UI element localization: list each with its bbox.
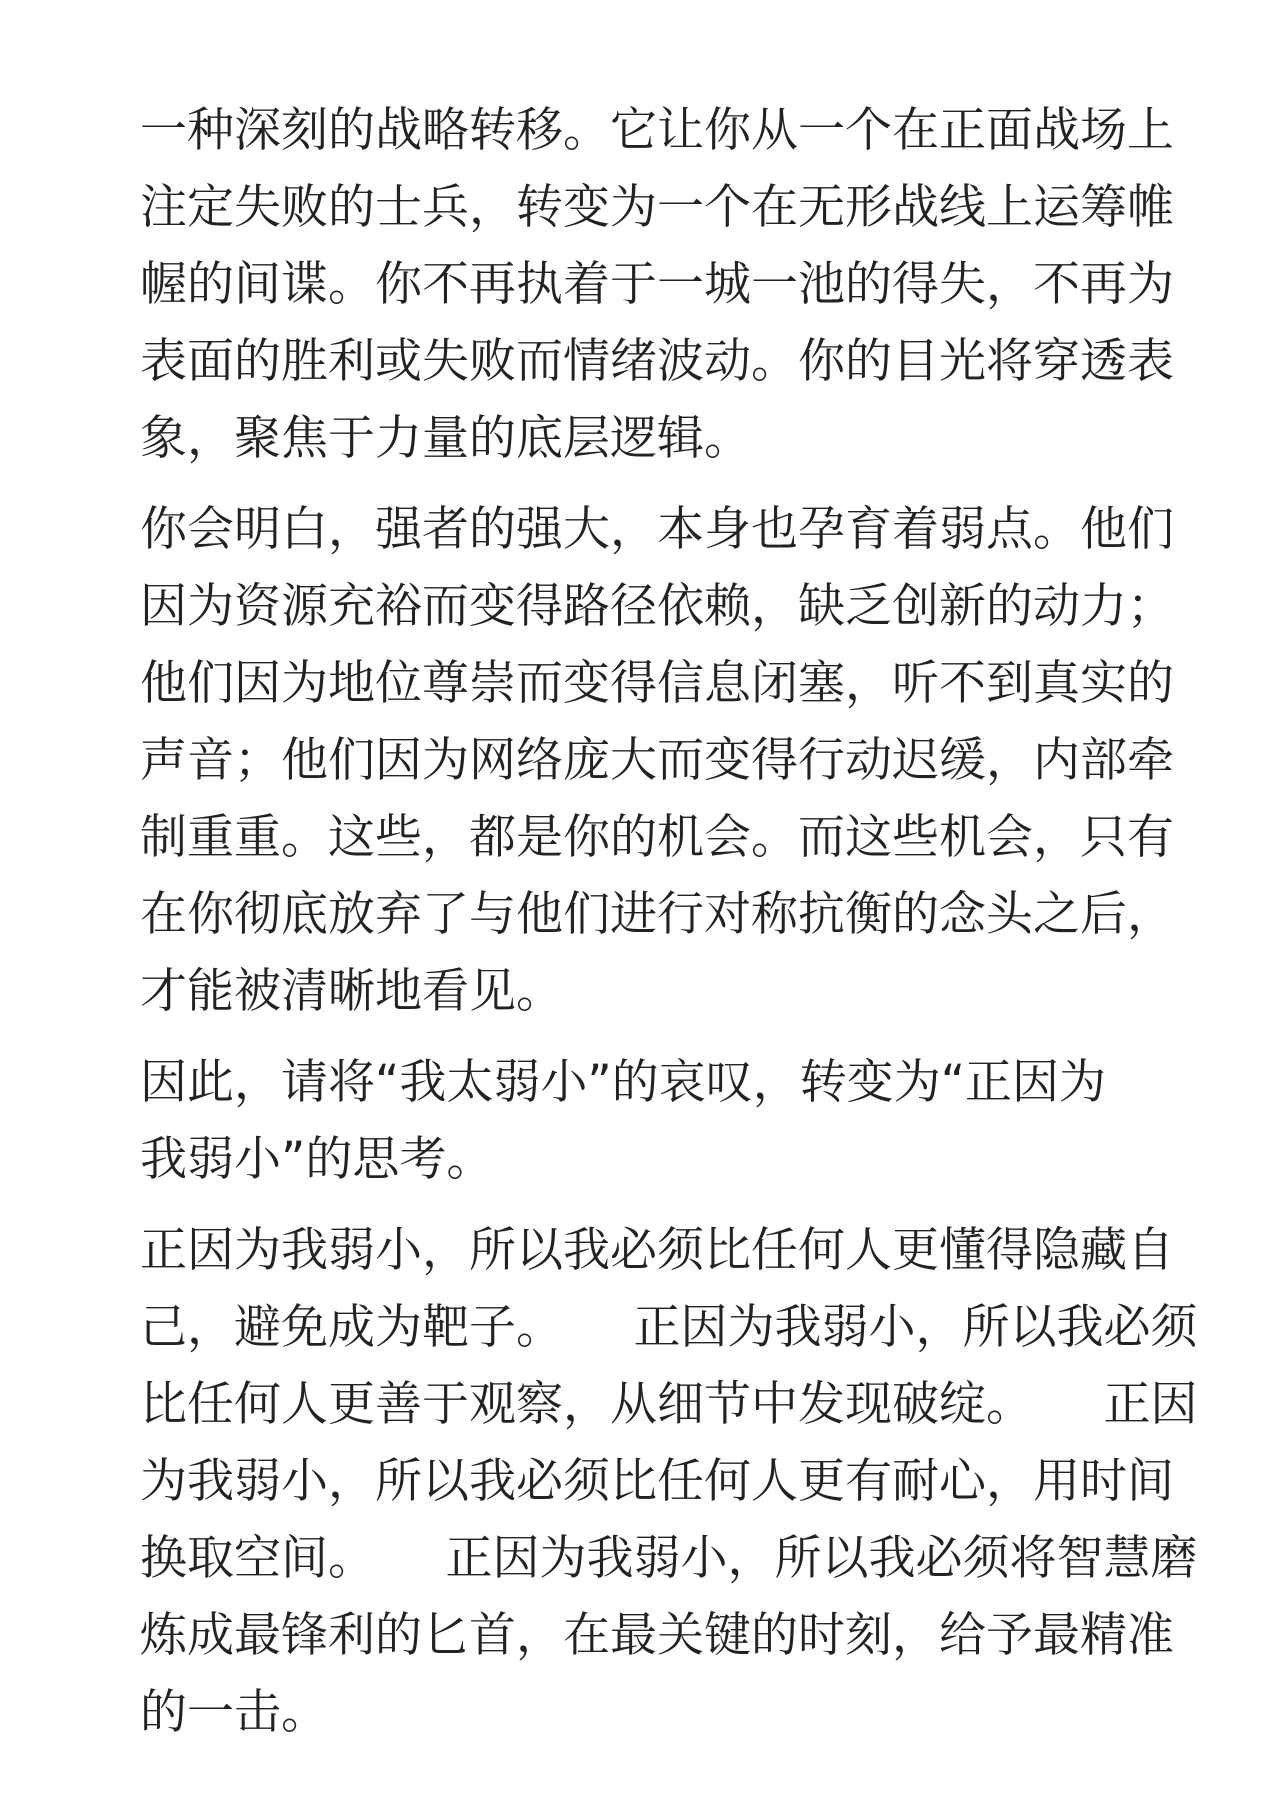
text-line: 注定失败的士兵，转变为一个在无形战线上运筹帷 [140, 180, 1174, 235]
text-line: 制重重。这些，都是你的机会。而这些机会，只有 [140, 810, 1174, 865]
article-body [140, 92, 1198, 1765]
text-line: 一种深刻的战略转移。它让你从一个在正面战场上 [140, 103, 1174, 158]
text-line: 因此，请将“我太弱小”的哀叹，转变为“正因为 [140, 1055, 1107, 1110]
text-line: 才能被清晰地看见。 [140, 964, 563, 1019]
paragraph-4 [140, 1212, 1198, 1751]
text-line: 在你彻底放弃了与他们进行对称抗衡的念头之后， [140, 887, 1174, 942]
text-line: 声音；他们因为网络庞大而变得行动迟缓，内部牵 [140, 733, 1174, 788]
text-line: 因为资源充裕而变得路径依赖，缺乏创新的动力； [140, 579, 1174, 634]
text-line: 你会明白，强者的强大，本身也孕育着弱点。他们 [140, 502, 1174, 557]
text-line: 己，避免成为靶子。 正因为我弱小，所以我必须 [140, 1300, 1198, 1355]
paragraph-1 [140, 92, 1174, 477]
text-line: 幄的间谍。你不再执着于一城一池的得失，不再为 [140, 257, 1174, 312]
text-line: 比任何人更善于观察，从细节中发现破绽。 正因 [140, 1377, 1198, 1432]
paragraph-2 [140, 491, 1174, 1030]
text-line: 象，聚焦于力量的底层逻辑。 [140, 411, 751, 466]
text-line: 他们因为地位尊崇而变得信息闭塞，听不到真实的 [140, 656, 1174, 711]
text-line: 表面的胜利或失败而情绪波动。你的目光将穿透表 [140, 334, 1174, 389]
text-line: 我弱小”的思考。 [140, 1132, 494, 1187]
text-line: 换取空间。 正因为我弱小，所以我必须将智慧磨 [140, 1531, 1198, 1586]
text-line: 正因为我弱小，所以我必须比任何人更懂得隐藏自 [140, 1223, 1174, 1278]
text-line: 为我弱小，所以我必须比任何人更有耐心，用时间 [140, 1454, 1174, 1509]
text-line: 炼成最锋利的匕首，在最关键的时刻，给予最精准 [140, 1608, 1174, 1663]
paragraph-3 [140, 1044, 1138, 1198]
text-line: 的一击。 [140, 1685, 328, 1740]
